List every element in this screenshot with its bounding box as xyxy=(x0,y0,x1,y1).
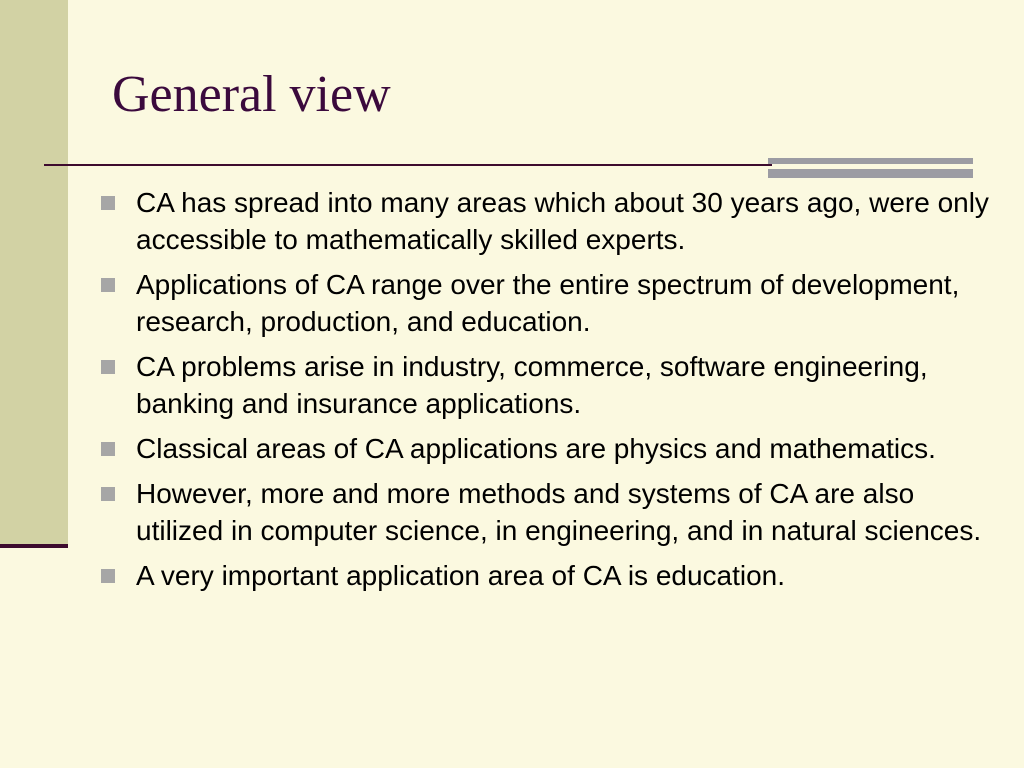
square-bullet-icon xyxy=(101,487,115,501)
bullet-item xyxy=(100,266,1004,340)
bullet-list xyxy=(100,184,1004,602)
bullet-item xyxy=(100,348,1004,422)
slide-title: General view xyxy=(112,66,391,123)
square-bullet-icon xyxy=(101,196,115,210)
bullet-text: CA has spread into many areas which about 30 years ago, were only accessible to mathematically skilled experts. xyxy=(136,187,989,255)
square-bullet-icon xyxy=(101,278,115,292)
square-bullet-icon xyxy=(101,442,115,456)
square-bullet-icon xyxy=(101,360,115,374)
bullet-text: However, more and more methods and systems of CA are also utilized in computer science, in engineering, and in natural sciences. xyxy=(136,478,982,546)
bullet-text: Applications of CA range over the entire spectrum of development, research, production, and education. xyxy=(136,269,960,337)
bullet-item xyxy=(100,475,1004,549)
bullet-item xyxy=(100,430,1004,467)
side-decor-band xyxy=(0,0,68,545)
accent-bar-top xyxy=(768,158,973,164)
side-band-underline xyxy=(0,544,68,548)
bullet-text: CA problems arise in industry, commerce, software engineering, banking and insurance applications. xyxy=(136,351,928,419)
square-bullet-icon xyxy=(101,569,115,583)
bullet-text: A very important application area of CA is education. xyxy=(136,560,786,591)
bullet-item xyxy=(100,557,1004,594)
accent-bar-bottom xyxy=(768,169,973,178)
bullet-text: Classical areas of CA applications are physics and mathematics. xyxy=(136,433,936,464)
title-divider xyxy=(44,164,772,166)
bullet-item xyxy=(100,184,1004,258)
